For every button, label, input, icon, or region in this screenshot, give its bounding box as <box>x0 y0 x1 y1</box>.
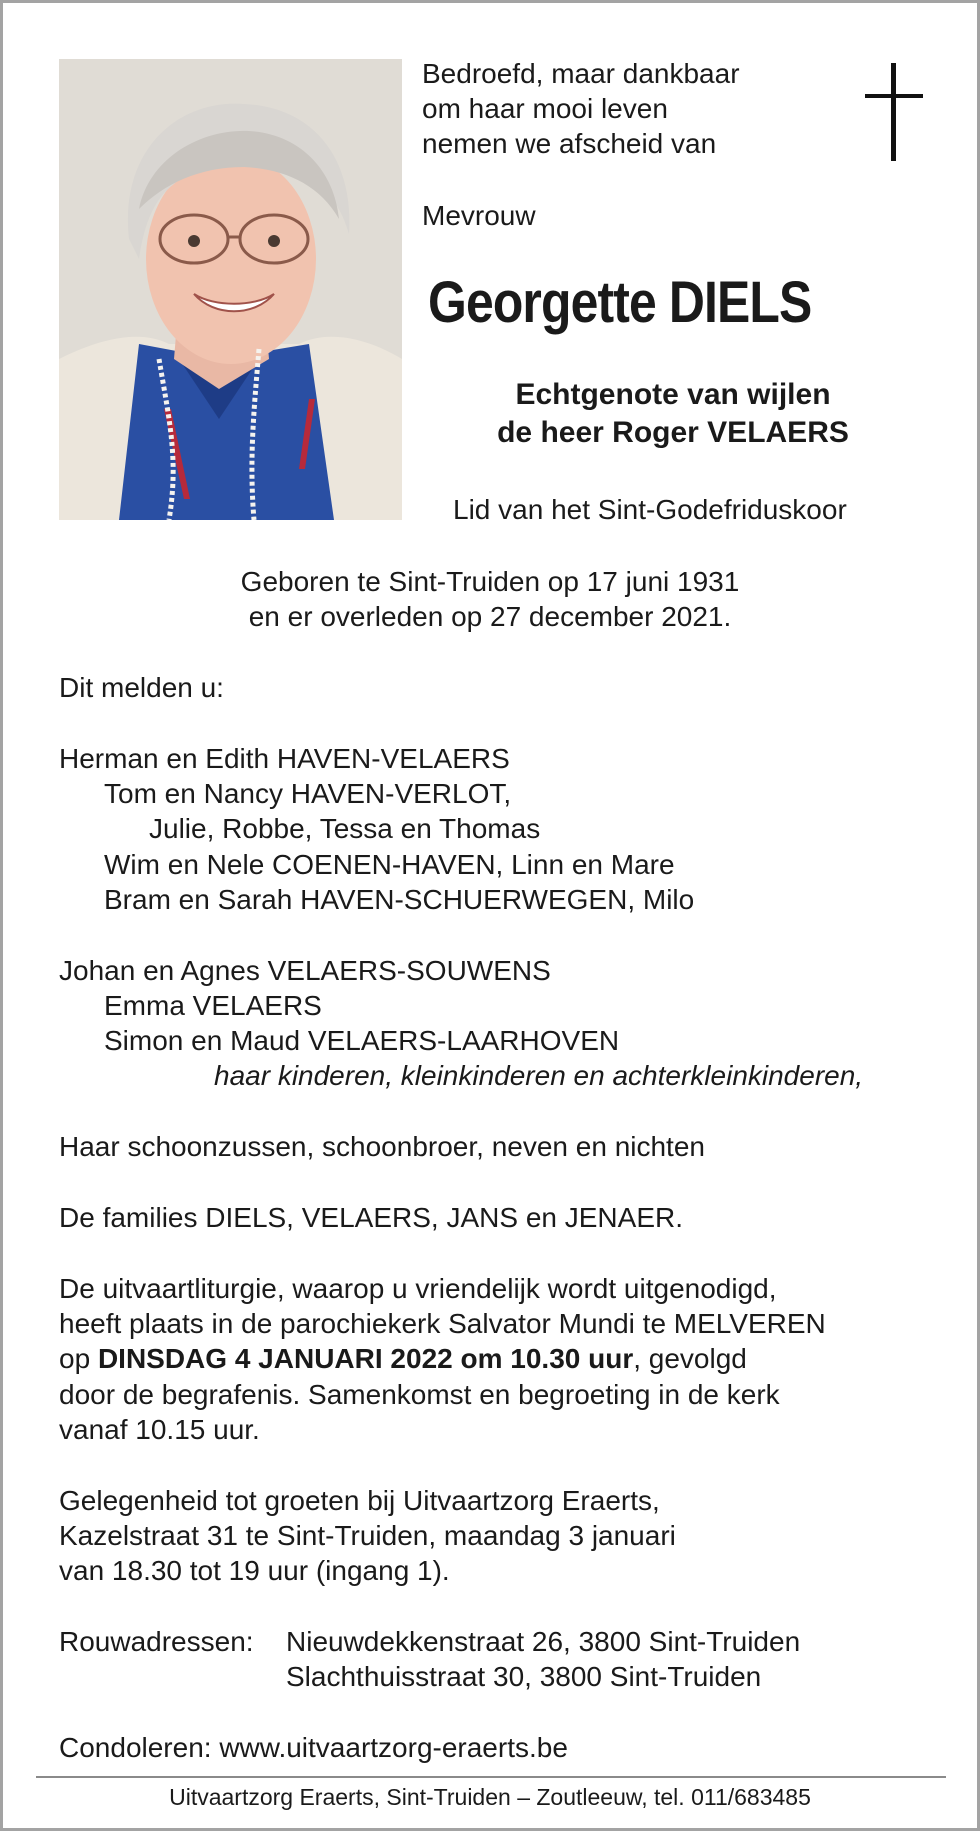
footer: Uitvaartzorg Eraerts, Sint-Truiden – Zoutleeuw, tel. 011/683485 <box>169 1784 811 1810</box>
portrait-photo <box>59 59 402 520</box>
funeral-date-time: DINSDAG 4 JANUARI 2022 om 10.30 uur <box>97 1343 634 1374</box>
intro-line-2: om haar mooi leven <box>422 93 668 124</box>
family-1-child-2: Wim en Nele COENEN-HAVEN, Linn en Mare <box>104 849 675 880</box>
funeral-line-1: De uitvaartliturgie, waarop u vriendelijk wordt uitgenodigd, <box>59 1273 777 1304</box>
announce-label: Dit melden u: <box>59 672 224 703</box>
relation-note: haar kinderen, kleinkinderen en achterkleinkinderen, <box>214 1060 864 1091</box>
address-1: Nieuwdekkenstraat 26, 3800 Sint-Truiden <box>286 1626 801 1657</box>
funeral-line-3-pre: op <box>59 1343 98 1374</box>
visitation-line-2: Kazelstraat 31 te Sint-Truiden, maandag 3 januari <box>59 1520 676 1551</box>
family-2-child-2: Simon en Maud VELAERS-LAARHOVEN <box>104 1025 620 1056</box>
addresses-label: Rouwadressen: <box>59 1626 254 1657</box>
family-1-head: Herman en Edith HAVEN-VELAERS <box>59 743 510 774</box>
condolences: Condoleren: www.uitvaartzorg-eraerts.be <box>59 1732 568 1763</box>
family-2-head: Johan en Agnes VELAERS-SOUWENS <box>59 955 551 986</box>
visitation-line-1: Gelegenheid tot groeten bij Uitvaartzorg Eraerts, <box>59 1485 660 1516</box>
visitation-line-3: van 18.30 tot 19 uur (ingang 1). <box>59 1555 450 1586</box>
salutation: Mevrouw <box>422 200 536 231</box>
intro-line-3: nemen we afscheid van <box>422 128 717 159</box>
footer-divider <box>36 1776 946 1778</box>
funeral-line-2: heeft plaats in de parochiekerk Salvator Mundi te MELVEREN <box>59 1308 826 1339</box>
family-2-child-1: Emma VELAERS <box>104 990 322 1021</box>
death-line: en er overleden op 27 december 2021. <box>248 601 732 632</box>
cross-icon <box>865 63 923 163</box>
spouse-line-1: Echtgenote van wijlen <box>515 378 831 411</box>
spouse-line-2: de heer Roger VELAERS <box>497 416 849 449</box>
families: De families DIELS, VELAERS, JANS en JENAER. <box>59 1202 683 1233</box>
spouse-block <box>428 376 918 452</box>
address-2: Slachthuisstraat 30, 3800 Sint-Truiden <box>286 1661 762 1692</box>
family-1-child-3: Bram en Sarah HAVEN-SCHUERWEGEN, Milo <box>104 884 695 915</box>
membership: Lid van het Sint-Godefriduskoor <box>453 494 847 525</box>
funeral-line-5: vanaf 10.15 uur. <box>59 1414 260 1445</box>
in-laws: Haar schoonzussen, schoonbroer, neven en nichten <box>59 1131 705 1162</box>
intro-line-1: Bedroefd, maar dankbaar <box>422 58 740 89</box>
funeral-line-4: door de begrafenis. Samenkomst en begroeting in de kerk <box>59 1379 780 1410</box>
deceased-name: Georgette DIELS <box>428 270 812 335</box>
birth-line: Geboren te Sint-Truiden op 17 juni 1931 <box>240 566 740 597</box>
family-1-child-1: Tom en Nancy HAVEN-VERLOT, <box>104 778 512 809</box>
funeral-line-3 <box>59 1341 747 1376</box>
family-1-grandchildren: Julie, Robbe, Tessa en Thomas <box>149 813 541 844</box>
funeral-line-3-post: , gevolgd <box>633 1343 747 1374</box>
